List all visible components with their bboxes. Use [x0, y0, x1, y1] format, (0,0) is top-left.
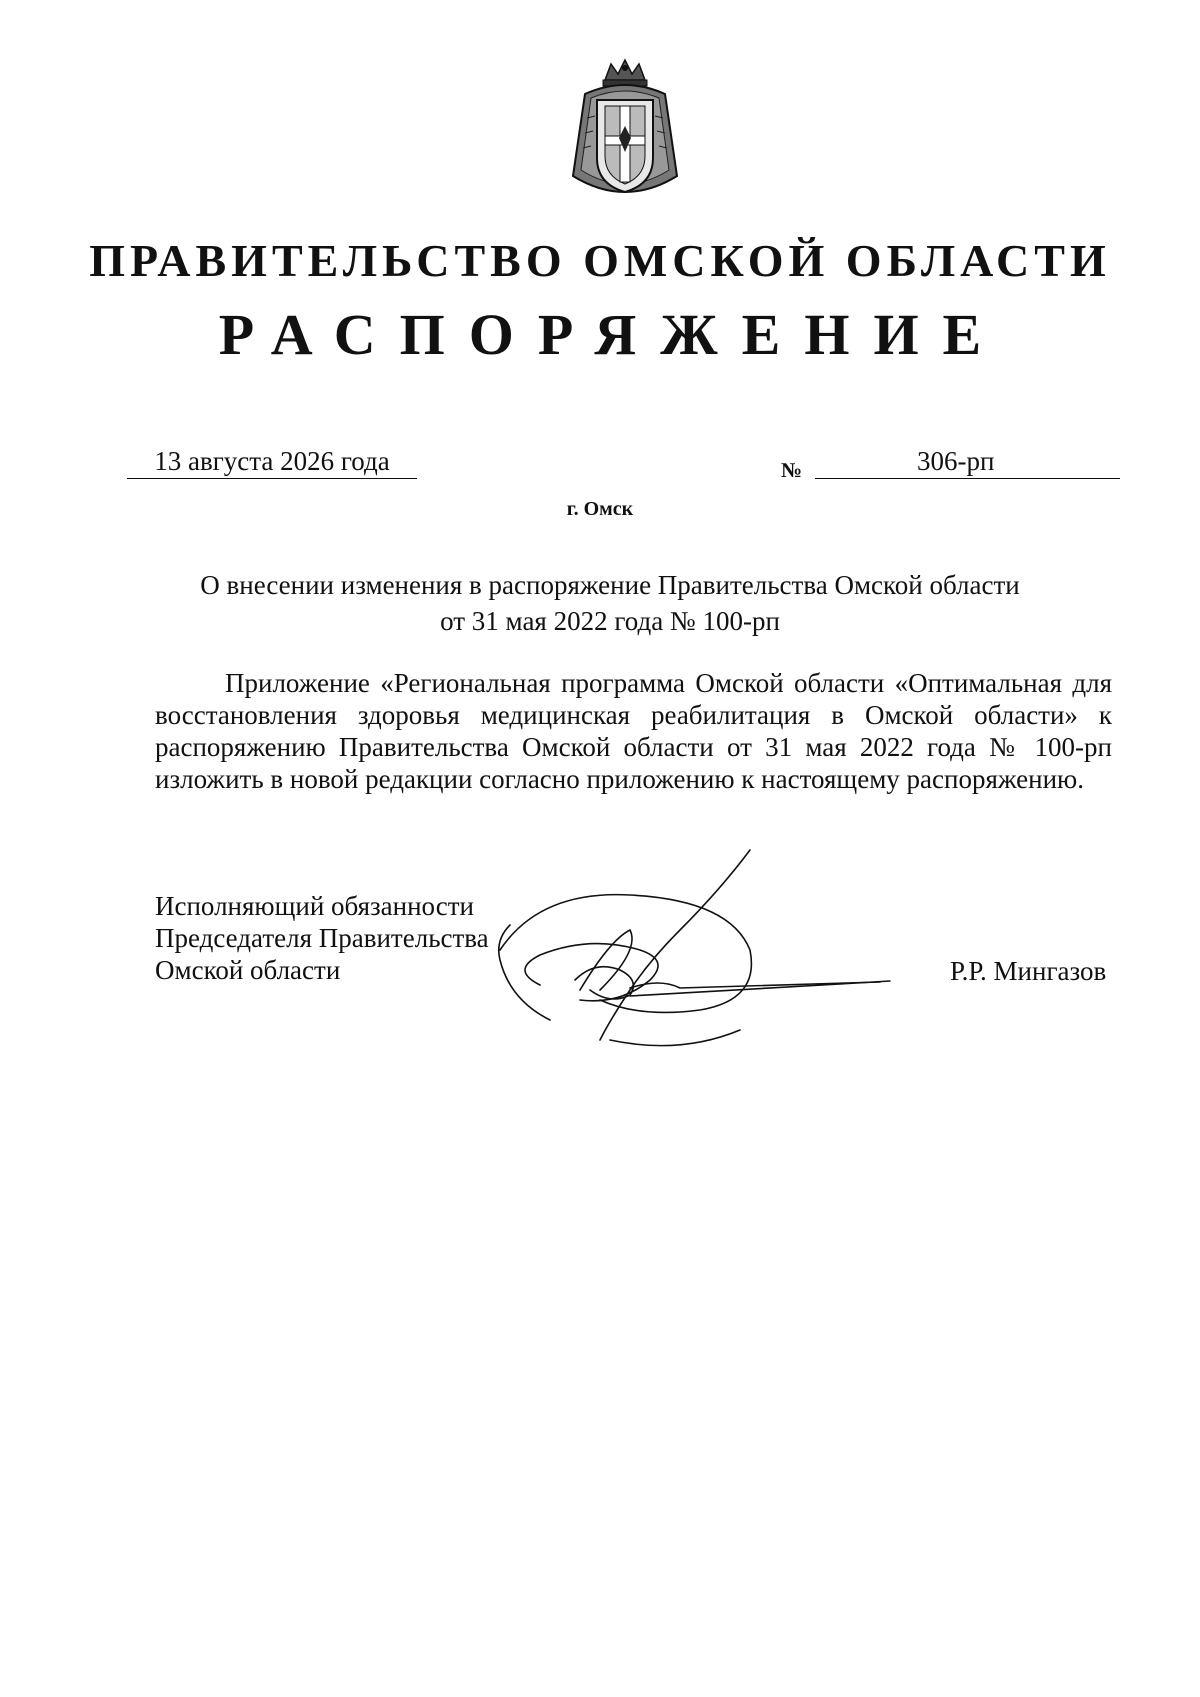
body-paragraph: Приложение «Региональная программа Омской области «Оптимальная для восстановления здоровья медицинская реабилитация в Омской области» к распоряжению Правительства Омской области от 31 мая 2022 года № 100-рп изложить в новой редакции согласно приложению к настоящему распоряжению.: [155, 668, 1112, 794]
subject-line-1: О внесении изменения в распоряжение Правительства Омской области: [200, 570, 1020, 600]
signer-title-block: [155, 890, 489, 986]
signer-title-line-3: Омской области: [155, 955, 341, 985]
number-sign-label: №: [781, 458, 803, 482]
document-type-title: РАСПОРЯЖЕНИЕ: [218, 302, 1006, 367]
document-number-field: [815, 444, 1120, 479]
signer-title-line-2: Председателя Правительства: [155, 923, 489, 953]
city-label: г. Омск: [566, 498, 634, 520]
document-date: 13 августа 2026 года: [127, 444, 417, 479]
organization-title: ПРАВИТЕЛЬСТВО ОМСКОЙ ОБЛАСТИ: [89, 235, 1111, 286]
signer-name: Р.Р. Мингазов: [950, 956, 1107, 986]
handwritten-signature: [480, 840, 920, 1060]
signer-title-line-1: Исполняющий обязанности: [155, 891, 474, 921]
document-subject: [150, 567, 1070, 639]
document-number: 306-рп: [917, 446, 995, 476]
coat-of-arms-emblem: [565, 58, 685, 206]
subject-line-2: от 31 мая 2022 года № 100-рп: [440, 606, 780, 636]
